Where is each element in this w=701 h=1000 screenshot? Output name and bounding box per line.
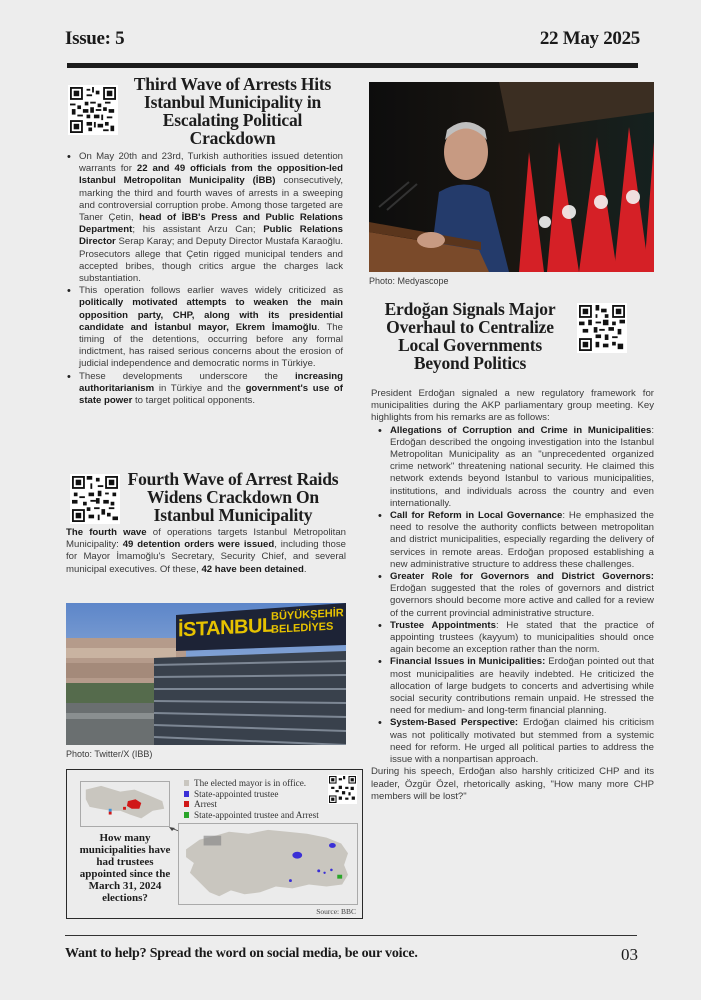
bullet-item: • Call for Reform in Local Governance: He emphasized the need to resolve the authority conflicts between metropolitan and district municipalities, especially regarding the delivery of services in remote areas. Erdoğan proposed establishing a new administrative structure to address these challenges. — [377, 510, 654, 571]
sign-line-buyuksehir: BÜYÜKŞEHİR — [271, 607, 344, 623]
sign-istanbul: İSTANBUL — [178, 614, 274, 642]
headline-third-wave: Third Wave of Arrests Hits Istanbul Municipality in Escalating Political Crackdown — [133, 74, 332, 148]
legend-swatch-blue — [184, 791, 189, 797]
trustee-map-infographic — [66, 769, 363, 919]
page-number: 03 — [621, 945, 638, 964]
bullet-item: • Financial Issues in Municipalities: Erdoğan pointed out that most municipalities are heavily indebted. He criticized the allocation of large budgets to concerts and advertising while social security contributions remain unpaid. He stressed the need for medium- and long-term financial planning. — [377, 656, 654, 717]
photo-erdogan — [369, 82, 654, 272]
legend-swatch-gray — [184, 780, 189, 786]
headline-fourth-wave: Fourth Wave of Arrest Raids Widens Crackdown On Istanbul Municipality — [127, 469, 339, 525]
erdogan-bullets — [371, 425, 654, 767]
headline-erdogan: Erdoğan Signals Major Overhaul to Centralize Local Governments Beyond Politics — [384, 299, 556, 373]
article-third-wave-body — [66, 151, 343, 407]
legend-item: State-appointed trustee and Arrest — [184, 810, 319, 821]
photo-caption-erdogan: Photo: Medyascope — [369, 276, 449, 286]
footer-rule — [65, 935, 637, 936]
erdogan-intro: President Erdoğan signaled a new regulatory framework for municipalities during the AKP parliamentary group meeting. Key highlights from his remarks are as follows: — [371, 388, 654, 424]
bullet-item: • On May 20th and 23rd, Turkish authorities issued detention warrants for 22 and 49 officials from the opposition-led Istanbul Metropolitan Municipality (İBB) consecutively, marking the third and fourth waves of arrests in a sweeping and controversial corruption probe. Among those targeted are Taner Çetin, head of İBB's Press and Public Relations Department; his assistant Arzu Can; Public Relations Director Serap Karay; and Deputy Director Mustafa Karaoğlu. Prosecutors allege that Çetin rigged municipal tenders and accepted bribes, though critics argue the charges lack substantiation. — [66, 151, 343, 285]
bullet-item: • This operation follows earlier waves widely criticized as politically motivated attempts to weaken the main opposition party, CHP, along with its presidential candidate and İstanbul mayor, Ekrem İmamoğlu. The timing of the detentions, occurring before any formal indictment, has raised serious concerns about the erosion of judicial independence and democratic norms in Türkiye. — [66, 285, 343, 370]
legend-item: The elected mayor is in office. — [184, 778, 319, 789]
article-fourth-wave-body — [66, 527, 346, 576]
qr-code-icon[interactable] — [328, 775, 357, 804]
map-question: How many municipalities have had trustees appointed since the March 31, 2024 elections? — [79, 832, 171, 904]
third-wave-bullets — [66, 151, 343, 407]
qr-code-graphic — [70, 87, 116, 133]
header-rule — [67, 63, 638, 68]
bullet-item: • Greater Role for Governors and District Governors: Erdoğan suggested that the roles of governors and district governors should become more active and called for a review of the current provincial administrative structure. — [377, 571, 654, 620]
legend-swatch-green — [184, 812, 189, 818]
bullet-item: • System-Based Perspective: Erdoğan claimed his criticism was not politically motivated but stemmed from a systemic need for reform. He urged all political parties to address the issue with a nonpartisan approach. — [377, 717, 654, 766]
fourth-wave-paragraph: The fourth wave of operations targets Istanbul Metropolitan Municipality: 49 detention orders were issued, including those for Mayor İmamoğlu's Secretary, Security Chief, and several municipal executives. Of these, 42 have been detained. — [66, 527, 347, 575]
sign-belediye — [271, 607, 344, 637]
qr-code-icon[interactable] — [70, 474, 120, 524]
article-erdogan-body — [371, 388, 654, 803]
map-source: Source: BBC — [316, 907, 356, 916]
turkiye-map — [178, 823, 358, 905]
photo-caption-ibb: Photo: Twitter/X (IBB) — [66, 749, 153, 759]
qr-code-icon[interactable] — [68, 85, 118, 135]
istanbul-inset-map — [80, 781, 170, 827]
issue-number: Issue: 5 — [65, 28, 125, 49]
photo-ibb-building — [66, 603, 346, 745]
legend-item: State-appointed trustee — [184, 789, 319, 800]
qr-code-graphic — [72, 476, 118, 522]
issue-date: 22 May 2025 — [539, 28, 640, 49]
footer-cta: Want to help? Spread the word on social media, be our voice. — [65, 946, 418, 961]
masthead — [65, 28, 640, 58]
qr-code-graphic — [579, 305, 625, 351]
legend-swatch-red — [184, 801, 189, 807]
qr-code-graphic — [329, 776, 356, 803]
map-legend — [184, 778, 319, 820]
bullet-item: • Trustee Appointments: He stated that the practice of appointing trustees (kayyum) to municipalities should once again become an exception rather than the norm. — [377, 620, 654, 657]
erdogan-closing: During his speech, Erdoğan also harshly criticized CHP and its leader, Özgür Özel, rhetorically asking, "How many more CHP members will be lost?" — [371, 766, 654, 802]
legend-item: Arrest — [184, 799, 319, 810]
bullet-item: • Allegations of Corruption and Crime in Municipalities: Erdoğan described the ongoing investigation into the Istanbul Metropolitan Municipality as an "unprecedented organized crime network" threatening national security. He claimed this network extends beyond Istanbul to various municipalities, institutions, and individuals across the country and even internationally. — [377, 425, 654, 510]
bullet-item: • These developments underscore the increasing authoritarianism in Türkiye and the government's use of state power to target political opponents. — [66, 371, 343, 408]
sign-line-belediyes: BELEDİYES — [271, 620, 334, 636]
qr-code-icon[interactable] — [577, 303, 627, 353]
